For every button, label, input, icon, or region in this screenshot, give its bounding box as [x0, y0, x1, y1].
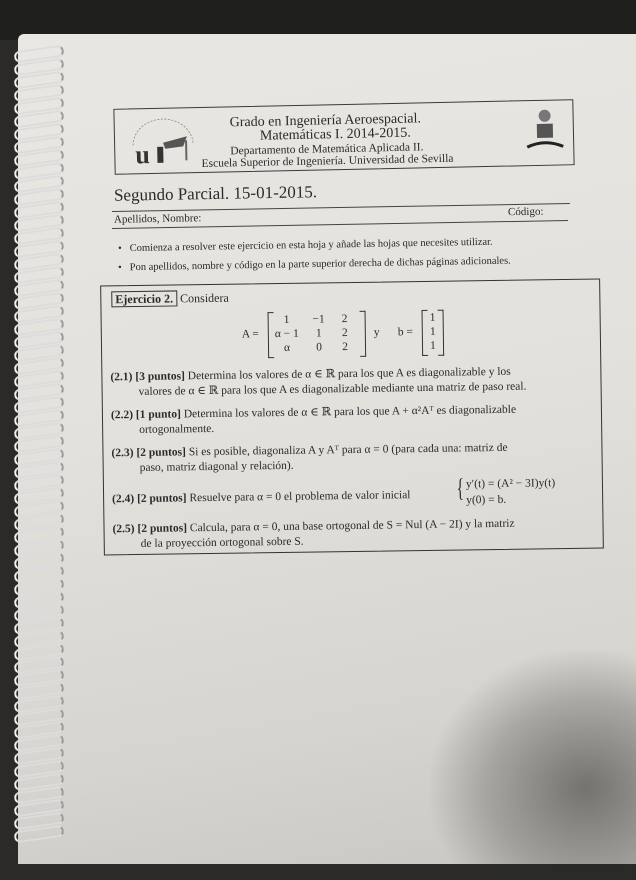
equation-brace: {	[456, 473, 465, 503]
name-label: Apellidos, Nombre:	[113, 212, 202, 226]
connector-text: y	[373, 326, 380, 339]
instruction-2: • Pon apellidos, nombre y código en la parte superior derecha de dichas páginas adicionales.	[118, 256, 511, 274]
university-logo	[127, 116, 200, 169]
department-logo	[524, 106, 565, 151]
vector-b	[422, 310, 445, 356]
item-points: [2 puntos]	[136, 446, 187, 460]
school-name: Escuela Superior de Ingeniería. Universidad de Sevilla	[201, 152, 454, 170]
exam-title: Segundo Parcial. 15-01-2015.	[113, 182, 318, 205]
matrix-a-cell: 1	[283, 313, 290, 326]
course-title: Matemáticas I. 2014-2015.	[259, 125, 411, 144]
ivp-equation-2: y(0) = b.	[466, 493, 507, 507]
exercise-box	[100, 279, 604, 556]
degree-title: Grado en Ingeniería Aeroespacial.	[229, 111, 422, 131]
exercise-heading	[111, 291, 229, 308]
item-number: (2.4)	[112, 493, 135, 506]
vector-b-cell: 1	[430, 339, 436, 352]
matrix-a-cell: 1	[315, 327, 322, 340]
instruction-1: • Comienza a resolver este ejercicio en esta hoja y añade las hojas que necesites utilizar.	[118, 237, 493, 255]
matrix-a-cell: 2	[341, 327, 348, 340]
item-text-cont: ortogonalmente.	[139, 422, 215, 436]
item-text: Resuelve para α = 0 el problema de valor inicial	[189, 489, 411, 505]
item-2-2	[111, 402, 597, 439]
item-text: Si es posible, diagonaliza A y Aᵀ para α = 0 (para cada una: matriz de	[188, 441, 508, 459]
item-number: (2.5)	[112, 523, 135, 536]
item-points: [2 puntos]	[137, 522, 188, 536]
spiral-binding	[0, 40, 70, 848]
vector-b-cell: 1	[429, 325, 436, 338]
code-label: Código:	[507, 205, 544, 219]
svg-text:u: u	[135, 140, 151, 170]
item-2-3	[111, 440, 597, 477]
matrix-a-cell: α	[283, 341, 291, 354]
exercise-intro: Considera	[179, 290, 229, 306]
matrix-a	[268, 311, 367, 358]
vector-b-label: b =	[397, 326, 414, 339]
matrix-a-cell: 2	[342, 341, 348, 354]
item-text: Calcula, para α = 0, una base ortogonal de S = Nul (A − 2I) y la matriz	[189, 517, 515, 535]
item-text-cont: valores de α ∈ ℝ para los que A es diagonalizable mediante una matriz de paso real.	[138, 380, 527, 398]
item-points: [3 puntos]	[135, 370, 185, 384]
vector-b-cell: 1	[429, 311, 436, 324]
item-text: Determina los valores de α ∈ ℝ para los que A + α²Aᵀ es diagonalizable	[183, 403, 517, 421]
department-name: Departamento de Matemática Aplicada II.	[230, 141, 424, 158]
matrix-a-cell: 2	[341, 313, 348, 326]
item-number: (2.3)	[111, 447, 134, 460]
item-points: [1 punto]	[135, 408, 182, 422]
item-text-cont: de la proyección ortogonal sobre S.	[140, 535, 304, 550]
exercise-label: Ejercicio 2.	[111, 290, 177, 307]
matrix-a-cell: −1	[312, 313, 325, 326]
matrix-a-cell: α − 1	[274, 327, 299, 341]
matrix-a-label: A =	[241, 328, 259, 341]
item-text-cont: paso, matriz diagonal y relación).	[139, 459, 294, 474]
item-2-1	[110, 364, 596, 401]
item-number: (2.2)	[110, 409, 134, 422]
item-number: (2.1)	[110, 371, 133, 384]
item-text: Determina los valores de α ∈ ℝ para los que A es diagonalizable y los	[187, 365, 511, 383]
item-points: [2 puntos]	[136, 492, 187, 506]
header-box	[113, 99, 574, 175]
page-shadow	[430, 650, 636, 880]
ivp-equation-1: y′(t) = (A² − 3I)y(t)	[465, 477, 556, 491]
item-2-5	[112, 516, 598, 553]
matrix-a-cell: 0	[316, 341, 322, 354]
